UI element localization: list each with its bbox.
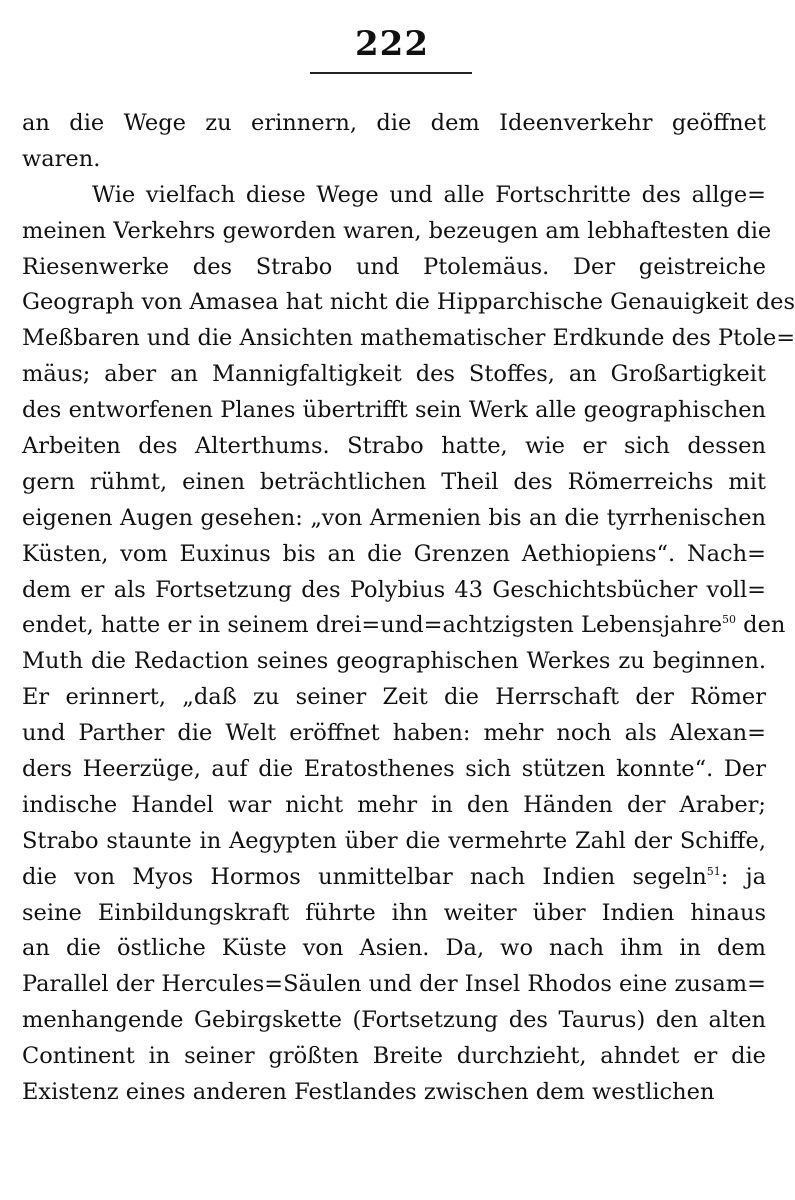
line-text: Er erinnert, „daß zu seiner Zeit die Herrschaft der Römer: [22, 684, 766, 711]
text-line: [22, 896, 766, 932]
line-text: waren.: [22, 145, 101, 172]
line-text: ders Heerzüge, auf die Eratosthenes sich stützen konnte“. Der: [22, 756, 766, 783]
line-text: Parallel der Hercules=Säulen und der Insel Rhodos eine zusam=: [22, 971, 766, 998]
text-line: [22, 931, 766, 967]
text-line: [22, 573, 766, 609]
line-text: an die östliche Küste von Asien. Da, wo nach ihm in dem: [22, 935, 766, 962]
text-line: [22, 716, 766, 752]
line-text-after: : ja: [720, 863, 766, 890]
text-line: [22, 321, 795, 357]
line-text: Wie vielfach diese Wege und alle Fortschritte des allge=: [92, 181, 766, 208]
line-text: eigenen Augen gesehen: „von Armenien bis an die tyrrhenischen: [22, 504, 766, 531]
text-line: [22, 1039, 766, 1075]
text-line: [22, 824, 766, 860]
line-text: die von Myos Hormos unmittelbar nach Indien segeln: [22, 863, 707, 890]
line-text: Strabo staunte in Aegypten über die vermehrte Zahl der Schiffe,: [22, 827, 766, 854]
text-line: [22, 501, 766, 537]
line-text: indische Handel war nicht mehr in den Händen der Araber;: [22, 791, 766, 818]
line-text: menhangende Gebirgskette (Fortsetzung des Taurus) den alten: [22, 1007, 766, 1034]
line-text: meinen Verkehrs geworden waren, bezeugen am lebhaftesten die: [22, 217, 772, 244]
text-line: [22, 142, 766, 178]
text-line: [22, 1075, 766, 1111]
body-text: [22, 106, 795, 1111]
text-line: [22, 285, 795, 321]
line-text: Continent in seiner größten Breite durchzieht, ahndet er die: [22, 1043, 766, 1070]
line-text: Riesenwerke des Strabo und Ptolemäus. Der geistreiche: [22, 253, 766, 280]
line-text: Existenz eines anderen Festlandes zwischen dem westlichen: [22, 1079, 715, 1106]
line-text: mäus; aber an Mannigfaltigkeit des Stoffes, an Großartigkeit: [22, 361, 766, 388]
line-text: an die Wege zu erinnern, die dem Ideenverkehr geöffnet: [22, 110, 766, 136]
line-text: seine Einbildungskraft führte ihn weiter über Indien hinaus: [22, 899, 766, 926]
text-line: [22, 214, 772, 250]
footnote-marker: 51: [706, 864, 721, 878]
text-line: [22, 429, 766, 465]
text-line: [22, 860, 766, 896]
footnote-marker: 50: [722, 613, 737, 627]
text-line: [22, 752, 766, 788]
line-text: Arbeiten des Alterthums. Strabo hatte, wie er sich dessen: [22, 433, 766, 460]
line-text: Küsten, vom Euxinus bis an die Grenzen Aethiopiens“. Nach=: [22, 540, 766, 567]
line-text-after: den: [736, 612, 786, 639]
text-line: [22, 608, 786, 644]
text-line: [22, 644, 766, 680]
text-line: [22, 1003, 766, 1039]
text-line: [22, 250, 766, 286]
line-text: endet, hatte er in seinem drei=und=achtzigsten Lebensjahre: [22, 612, 723, 639]
line-text: dem er als Fortsetzung des Polybius 43 Geschichtsbücher voll=: [22, 576, 766, 603]
line-text: und Parther die Welt eröffnet haben: mehr noch als Alexan=: [22, 720, 766, 747]
text-line: [22, 967, 766, 1003]
line-text: des entworfenen Planes übertrifft sein Werk alle geographischen: [22, 397, 766, 424]
text-line: [22, 788, 766, 824]
line-text: Meßbaren und die Ansichten mathematischer Erdkunde des Ptole=: [22, 325, 795, 352]
text-line: [22, 357, 766, 393]
line-text: gern rühmt, einen beträchtlichen Theil des Römerreichs mit: [22, 468, 766, 495]
line-text: Geograph von Amasea hat nicht die Hipparchische Genauigkeit des: [22, 289, 795, 316]
header-rule: [310, 72, 472, 74]
page-number: 222: [355, 24, 429, 64]
line-text: Muth die Redaction seines geographischen Werkes zu beginnen.: [22, 648, 766, 675]
text-line: [22, 537, 766, 573]
text-line: [22, 680, 766, 716]
text-line: [22, 106, 766, 142]
text-line: [22, 393, 766, 429]
text-line: [22, 178, 766, 214]
text-line: [22, 465, 766, 501]
